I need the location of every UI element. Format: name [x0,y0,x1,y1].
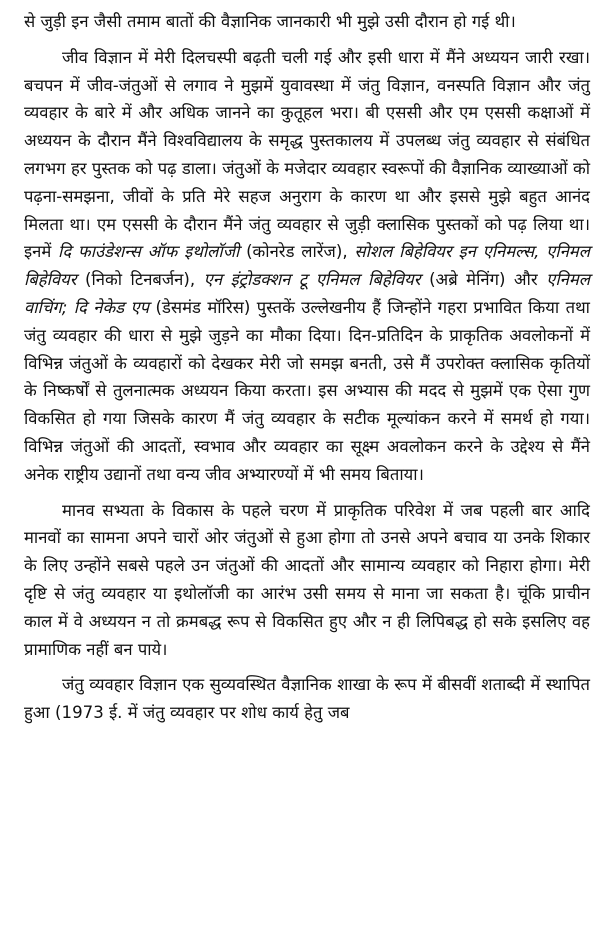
paragraph-2-text-b: (कोनरेड लारेंज), [239,242,355,262]
paragraph-1-text: से जुड़ी इन जैसी तमाम बातों की वैज्ञानिक जानकारी भी मुझे उसी दौरान हो गई थी। [24,12,516,31]
book-title-naked-ape: एनिमल वाचिंग; दि नेकेड एप [24,270,591,317]
book-title-social-behaviour: सोशल बिहेवियर इन एनिमल्स, एनिमल बिहेवियर [24,242,590,290]
paragraph-1 [24,8,590,36]
book-title-introduction-animal-behaviour: एन इंट्रोडक्शन टू एनिमल बिहेवियर [203,270,421,290]
paragraph-3 [24,497,590,664]
paragraph-2-text-c: (निको टिनबर्जन), [76,270,204,290]
paragraph-3-text: मानव सभ्यता के विकास के पहले चरण में प्राकृतिक परिवेश में जब पहली बार आदि मानवों का सामना अपने चारों ओर जंतुओं से हुआ होगा तो उनसे अपने बचाव या उनके शिकार के लिए उन्होंने सबसे पहले उन जंतुओं की आदतों और सामान्य व्यवहार को निहारा होगा। मेरी दृष्टि से जंतु व्यवहार या इथोलॉजी का आरंभ उसी समय से माना जा सकता है। चूंकि प्राचीन काल में वे अध्ययन न तो क्रमबद्ध रूप से विकसित हुए और न ही लिपिबद्ध हो सके इसलिए वह प्रामाणिक नहीं बन पाये। [24,500,590,659]
paragraph-4-text: जंतु व्यवहार विज्ञान एक सुव्यवस्थित वैज्ञानिक शाखा के रूप में बीसवीं शताब्दी में स्थापित हुआ (1973 ई. में जंतु व्यवहार पर शोध कार्य हेतु जब [24,675,590,723]
book-title-foundations-of-ethology: दि फाउंडेशन्स ऑफ इथोलॉजी [58,242,240,262]
paragraph-2 [24,44,590,489]
paragraph-2-text-e: (डेसमंड मॉरिस) पुस्तकें उल्लेखनीय हैं जिन्होंने गहरा प्रभावित किया तथा जंतु व्यवहार की धारा से मुझे जुड़ने का मौका दिया। दिन-प्रतिदिन के प्राकृतिक अवलोकनों में विभिन्न जंतुओं के व्यवहारों को देखकर मेरी जो समझ बनती, उसे मैं उपरोक्त क्लासिक कृतियों के निष्कर्षों से तुलनात्मक अध्ययन किया करता। इस अभ्यास की मदद से मुझमें एक ऐसा गुण विकसित हो गया जिसके कारण मैं जंतु व्यवहार के सटीक मूल्यांकन करने में समर्थ हो गया। विभिन्न जंतुओं की आदतों, स्वभाव और व्यवहार का सूक्ष्म अवलोकन करने के उद्देश्य से मैंने अनेक राष्ट्रीय उद्यानों तथा वन्य जीव अभ्यारण्यों में भी समय बिताया। [24,297,590,484]
paragraph-2-text-d: (अब्रे मेनिंग) और [420,270,547,290]
paragraph-2-text-a: जीव विज्ञान में मेरी दिलचस्पी बढ़ती चली गई और इसी धारा में मैंने अध्ययन जारी रखा। बचपन में जीव-जंतुओं से लगाव ने मुझमें युवावस्था में जंतु विज्ञान, वनस्पति विज्ञान और जंतु व्यवहार के बारे में और अधिक जानने का कुतूहल भरा। बी एससी और एम एससी कक्षाओं में अध्ययन के दौरान मैंने विश्वविद्यालय के समृद्ध पुस्तकालय में उपलब्ध जंतु व्यवहार से संबंधित लगभग हर पुस्तक को पढ़ डाला। जंतुओं के मजेदार व्यवहार स्वरूपों की वैज्ञानिक व्याख्याओं को पढ़ना-समझना, जीवों के प्रति मेरे सहज अनुराग के कारण था और इससे मुझे बहुत आनंद मिलता था। एम एससी के दौरान मैंने जंतु व्यवहार से जुड़ी क्लासिक पुस्तकों को पढ़ लिया था। इनमें [24,47,590,262]
paragraph-4 [24,671,590,727]
